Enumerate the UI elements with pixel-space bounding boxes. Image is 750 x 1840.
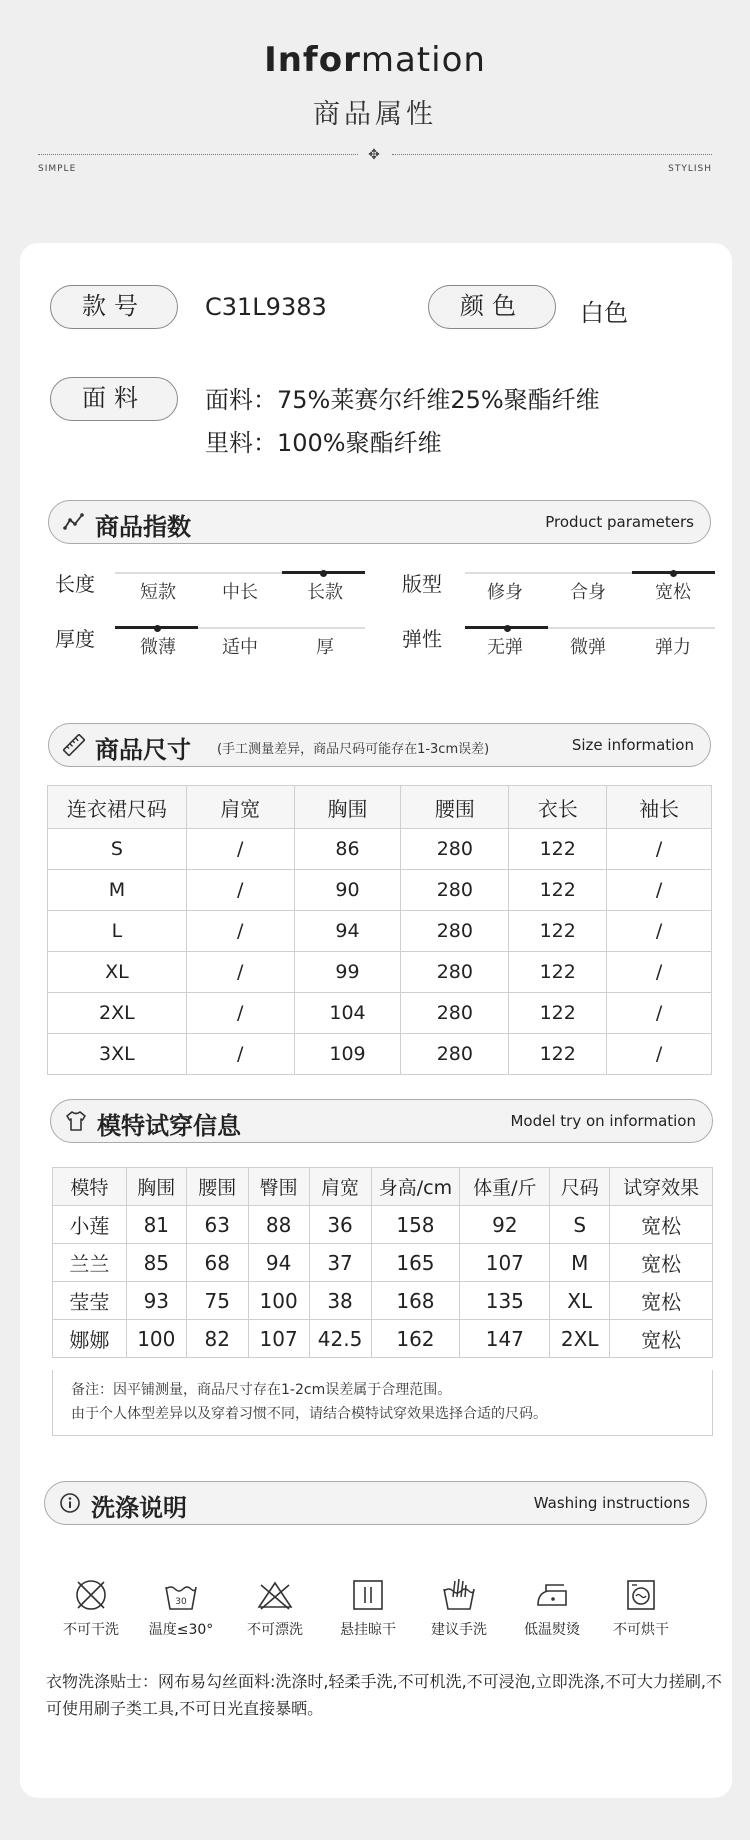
table-cell: 100 bbox=[126, 1320, 186, 1358]
table-cell: L bbox=[48, 911, 187, 952]
table-cell: 280 bbox=[401, 1034, 509, 1075]
wash-label: 建议手洗 bbox=[431, 1622, 487, 1638]
table-row bbox=[48, 993, 712, 1034]
wash-label: 不可烘干 bbox=[613, 1622, 669, 1638]
table-cell: 135 bbox=[460, 1282, 550, 1320]
table-cell: 94 bbox=[248, 1244, 309, 1282]
table-cell: / bbox=[607, 829, 712, 870]
section-model-try-on bbox=[50, 1099, 713, 1143]
table-cell: 109 bbox=[294, 1034, 401, 1075]
param-option: 微弹 bbox=[570, 637, 606, 658]
wash-label: 温度≤30° bbox=[148, 1622, 214, 1638]
wash-30-icon bbox=[161, 1575, 201, 1615]
table-cell: 122 bbox=[509, 1034, 607, 1075]
wash-item-hang-dry bbox=[328, 1575, 408, 1639]
tag-simple: SIMPLE bbox=[38, 164, 77, 174]
table-cell: 36 bbox=[309, 1206, 371, 1244]
param-option-selected: 宽松 bbox=[655, 582, 691, 603]
section-subtitle: (手工测量差异，商品尺码可能存在1-3cm误差) bbox=[217, 742, 490, 757]
page-header bbox=[0, 0, 750, 230]
table-cell: 63 bbox=[186, 1206, 248, 1244]
table-row bbox=[53, 1282, 713, 1320]
param-option: 弹力 bbox=[655, 637, 691, 658]
table-cell: 42.5 bbox=[309, 1320, 371, 1358]
table-cell: 100 bbox=[248, 1282, 309, 1320]
fit-note bbox=[52, 1370, 713, 1436]
table-cell: 娜娜 bbox=[53, 1320, 127, 1358]
section-title-en: Model try on information bbox=[510, 1112, 696, 1130]
table-cell: / bbox=[186, 911, 294, 952]
table-cell: 37 bbox=[309, 1244, 371, 1282]
wash-temp-text: 30 bbox=[175, 1597, 187, 1607]
wash-item-temperature bbox=[141, 1575, 221, 1639]
table-header-cell: 试穿效果 bbox=[610, 1168, 713, 1206]
section-title: 商品指数 bbox=[95, 513, 191, 541]
table-cell: 94 bbox=[294, 911, 401, 952]
section-size-information bbox=[48, 723, 711, 767]
table-cell: 107 bbox=[460, 1244, 550, 1282]
wash-label: 悬挂晾干 bbox=[340, 1622, 396, 1638]
param-option-selected: 无弹 bbox=[487, 637, 523, 658]
section-product-parameters bbox=[48, 500, 711, 544]
table-cell: S bbox=[550, 1206, 610, 1244]
model-table bbox=[52, 1167, 713, 1358]
table-cell: / bbox=[186, 1034, 294, 1075]
param-option: 中长 bbox=[222, 582, 258, 603]
style-label-pill: 款号 bbox=[50, 285, 178, 329]
info-icon bbox=[59, 1492, 81, 1514]
wash-item-no-dry-clean bbox=[51, 1575, 131, 1639]
table-header-cell: 体重/斤 bbox=[460, 1168, 550, 1206]
table-cell: 122 bbox=[509, 952, 607, 993]
table-row bbox=[53, 1206, 713, 1244]
table-cell: 82 bbox=[186, 1320, 248, 1358]
section-title-en: Product parameters bbox=[545, 513, 694, 531]
table-cell: / bbox=[607, 1034, 712, 1075]
param-option: 合身 bbox=[570, 582, 606, 603]
section-title: 模特试穿信息 bbox=[97, 1112, 241, 1140]
param-selected-dot bbox=[154, 625, 161, 632]
section-title: 商品尺寸 bbox=[95, 736, 191, 764]
divider-right bbox=[392, 154, 712, 155]
table-cell: 99 bbox=[294, 952, 401, 993]
table-cell: 莹莹 bbox=[53, 1282, 127, 1320]
trend-line-icon bbox=[63, 511, 85, 533]
table-cell: 280 bbox=[401, 911, 509, 952]
table-cell: 104 bbox=[294, 993, 401, 1034]
table-header-cell: 臀围 bbox=[248, 1168, 309, 1206]
table-row bbox=[48, 911, 712, 952]
table-row bbox=[48, 870, 712, 911]
table-cell: 68 bbox=[186, 1244, 248, 1282]
table-cell: 90 bbox=[294, 870, 401, 911]
table-header-cell: 衣长 bbox=[509, 786, 607, 829]
param-option: 适中 bbox=[222, 637, 258, 658]
color-label-pill: 颜色 bbox=[428, 285, 556, 329]
note-line-2: 由于个人体型差异以及穿着习惯不同，请结合模特试穿效果选择合适的尺码。 bbox=[71, 1406, 547, 1422]
param-label-length: 长度 bbox=[55, 572, 95, 596]
table-cell: 280 bbox=[401, 829, 509, 870]
table-header-cell: 胸围 bbox=[126, 1168, 186, 1206]
table-cell: 162 bbox=[371, 1320, 460, 1358]
wash-label: 不可干洗 bbox=[63, 1622, 119, 1638]
table-cell: 122 bbox=[509, 911, 607, 952]
wash-label: 低温熨烫 bbox=[524, 1622, 580, 1638]
table-cell: 3XL bbox=[48, 1034, 187, 1075]
table-cell: 86 bbox=[294, 829, 401, 870]
table-row bbox=[48, 1034, 712, 1075]
table-cell: / bbox=[607, 911, 712, 952]
table-cell: / bbox=[607, 993, 712, 1034]
param-option: 短款 bbox=[140, 582, 176, 603]
table-cell: 88 bbox=[248, 1206, 309, 1244]
note-line-1: 备注：因平铺测量，商品尺寸存在1-2cm误差属于合理范围。 bbox=[71, 1382, 452, 1398]
table-cell: 38 bbox=[309, 1282, 371, 1320]
section-washing-instructions bbox=[44, 1481, 707, 1525]
divider-left bbox=[38, 154, 358, 155]
param-label-thickness: 厚度 bbox=[55, 627, 95, 651]
table-cell: 280 bbox=[401, 993, 509, 1034]
wash-item-no-bleach bbox=[235, 1575, 315, 1639]
table-cell: 宽松 bbox=[610, 1320, 713, 1358]
no-dry-clean-icon bbox=[71, 1575, 111, 1615]
table-header-cell: 腰围 bbox=[401, 786, 509, 829]
no-bleach-icon bbox=[255, 1575, 295, 1615]
color-value: 白色 bbox=[580, 299, 628, 327]
table-cell: 280 bbox=[401, 952, 509, 993]
table-header-cell: 肩宽 bbox=[186, 786, 294, 829]
table-row bbox=[48, 829, 712, 870]
param-option: 修身 bbox=[487, 582, 523, 603]
table-cell: 92 bbox=[460, 1206, 550, 1244]
wash-label: 不可漂洗 bbox=[247, 1622, 303, 1638]
table-cell: / bbox=[607, 870, 712, 911]
table-cell: 107 bbox=[248, 1320, 309, 1358]
table-header-cell: 袖长 bbox=[607, 786, 712, 829]
section-title-en: Size information bbox=[571, 736, 694, 754]
wash-item-hand-wash bbox=[419, 1575, 499, 1639]
fabric-line-1: 面料：75%莱赛尔纤维25%聚酯纤维 bbox=[205, 386, 600, 414]
ornament-icon: ✥ bbox=[368, 147, 380, 163]
param-selected-dot bbox=[504, 625, 511, 632]
table-cell: 122 bbox=[509, 870, 607, 911]
table-header-cell: 身高/cm bbox=[371, 1168, 460, 1206]
param-option-selected: 长款 bbox=[307, 582, 343, 603]
table-cell: XL bbox=[48, 952, 187, 993]
size-table bbox=[47, 785, 712, 1075]
table-cell: 158 bbox=[371, 1206, 460, 1244]
table-cell: / bbox=[607, 952, 712, 993]
table-cell: 宽松 bbox=[610, 1206, 713, 1244]
table-cell: 85 bbox=[126, 1244, 186, 1282]
table-cell: XL bbox=[550, 1282, 610, 1320]
table-cell: M bbox=[550, 1244, 610, 1282]
table-cell: 93 bbox=[126, 1282, 186, 1320]
table-cell: 122 bbox=[509, 829, 607, 870]
section-title: 洗涤说明 bbox=[91, 1494, 187, 1522]
wash-item-no-tumble-dry bbox=[601, 1575, 681, 1639]
table-cell: M bbox=[48, 870, 187, 911]
param-selected-dot bbox=[670, 570, 677, 577]
table-cell: 122 bbox=[509, 993, 607, 1034]
table-cell: 165 bbox=[371, 1244, 460, 1282]
table-cell: 168 bbox=[371, 1282, 460, 1320]
param-option: 厚 bbox=[316, 637, 334, 658]
table-row bbox=[53, 1244, 713, 1282]
param-option-selected: 微薄 bbox=[140, 637, 176, 658]
section-title-en: Washing instructions bbox=[533, 1494, 690, 1512]
table-cell: / bbox=[186, 870, 294, 911]
table-cell: 2XL bbox=[550, 1320, 610, 1358]
table-cell: 宽松 bbox=[610, 1282, 713, 1320]
style-number-value: C31L9383 bbox=[205, 293, 327, 321]
table-cell: / bbox=[186, 993, 294, 1034]
table-header-row bbox=[48, 786, 712, 829]
table-header-cell: 腰围 bbox=[186, 1168, 248, 1206]
table-cell: 兰兰 bbox=[53, 1244, 127, 1282]
table-cell: 宽松 bbox=[610, 1244, 713, 1282]
title-english: Information bbox=[264, 40, 486, 80]
param-label-elasticity: 弹性 bbox=[402, 627, 442, 651]
table-header-cell: 模特 bbox=[53, 1168, 127, 1206]
table-header-cell: 连衣裙尺码 bbox=[48, 786, 187, 829]
table-cell: 81 bbox=[126, 1206, 186, 1244]
table-header-row bbox=[53, 1168, 713, 1206]
tshirt-icon bbox=[65, 1110, 87, 1132]
no-tumble-dry-icon bbox=[621, 1575, 661, 1615]
table-cell: 小莲 bbox=[53, 1206, 127, 1244]
tag-stylish: STYLISH bbox=[668, 164, 712, 174]
low-iron-icon bbox=[532, 1575, 572, 1615]
table-cell: 75 bbox=[186, 1282, 248, 1320]
table-cell: 147 bbox=[460, 1320, 550, 1358]
table-header-cell: 肩宽 bbox=[309, 1168, 371, 1206]
param-label-fit: 版型 bbox=[402, 572, 442, 596]
table-cell: 2XL bbox=[48, 993, 187, 1034]
fabric-line-2: 里料：100%聚酯纤维 bbox=[205, 429, 442, 457]
table-cell: / bbox=[186, 829, 294, 870]
washing-tip: 衣物洗涤贴士：网布易勾丝面料:洗涤时,轻柔手洗,不可机洗,不可浸泡,立即洗涤,不可大力搓刷,不可使用刷子类工具,不可日光直接暴晒。 bbox=[46, 1672, 722, 1718]
hand-wash-icon bbox=[439, 1575, 479, 1615]
wash-item-low-iron bbox=[512, 1575, 592, 1639]
title-chinese: 商品属性 bbox=[313, 99, 437, 130]
table-header-cell: 胸围 bbox=[294, 786, 401, 829]
hang-dry-icon bbox=[348, 1575, 388, 1615]
ruler-icon bbox=[63, 734, 85, 756]
table-cell: S bbox=[48, 829, 187, 870]
table-row bbox=[53, 1320, 713, 1358]
table-cell: 280 bbox=[401, 870, 509, 911]
table-header-cell: 尺码 bbox=[550, 1168, 610, 1206]
table-row bbox=[48, 952, 712, 993]
table-cell: / bbox=[186, 952, 294, 993]
fabric-label-pill: 面料 bbox=[50, 377, 178, 421]
param-selected-dot bbox=[320, 570, 327, 577]
